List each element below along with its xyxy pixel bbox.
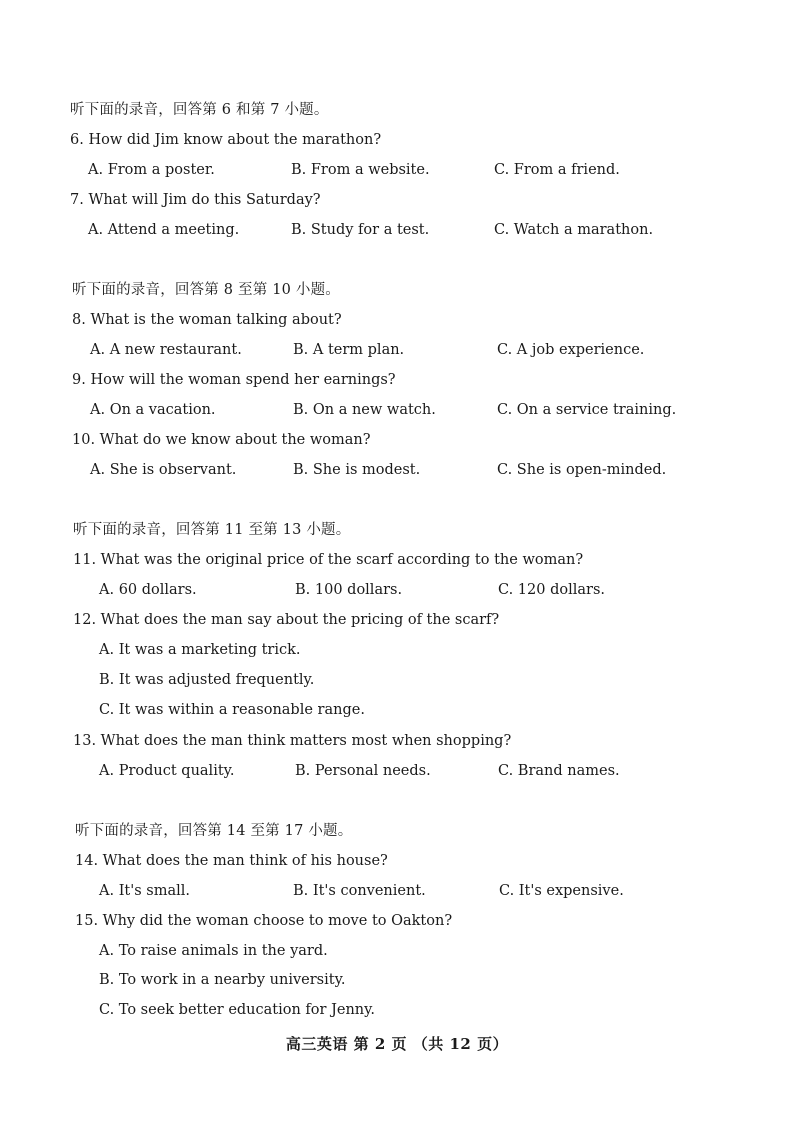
option-c: C. Watch a marathon. — [494, 222, 654, 238]
option-c: C. It was within a reasonable range. — [99, 702, 365, 718]
option-b: B. 100 dollars. — [295, 582, 403, 598]
option-b: B. On a new watch. — [293, 402, 436, 418]
option-c: C. A job experience. — [497, 342, 645, 358]
question-options — [0, 160, 794, 180]
option-b: B. She is modest. — [293, 462, 421, 478]
option-a: A. She is observant. — [90, 462, 237, 478]
question-stem: 13. What does the man think matters most when shopping? — [73, 733, 512, 749]
option-a: A. Attend a meeting. — [88, 222, 240, 238]
question-options — [0, 881, 794, 901]
option-a: A. It's small. — [99, 883, 191, 899]
question-stem: 7. What will Jim do this Saturday? — [70, 192, 321, 208]
question-options — [0, 400, 794, 420]
question-stem: 14. What does the man think of his house? — [75, 853, 388, 869]
option-c: C. She is open-minded. — [497, 462, 667, 478]
option-b: B. To work in a nearby university. — [99, 972, 346, 988]
option-a: A. From a poster. — [88, 162, 215, 178]
option-c: C. To seek better education for Jenny. — [99, 1002, 376, 1018]
question-stem: 11. What was the original price of the scarf according to the woman? — [73, 552, 584, 568]
section-instruction: 听下面的录音，回答第 14 至第 17 小题。 — [75, 823, 353, 839]
section-instruction: 听下面的录音，回答第 11 至第 13 小题。 — [73, 522, 351, 538]
question-stem: 12. What does the man say about the pricing of the scarf? — [73, 612, 500, 628]
question-stem: 10. What do we know about the woman? — [72, 432, 371, 448]
option-a: A. To raise animals in the yard. — [99, 943, 328, 959]
option-a: A. On a vacation. — [90, 402, 216, 418]
option-b: B. Study for a test. — [291, 222, 430, 238]
option-b: B. A term plan. — [293, 342, 405, 358]
question-stem: 8. What is the woman talking about? — [72, 312, 342, 328]
page-footer: 高三英语 第 2 页 （共 12 页） — [285, 1035, 509, 1053]
option-c: C. On a service training. — [497, 402, 677, 418]
option-c: C. 120 dollars. — [498, 582, 605, 598]
option-b: B. It's convenient. — [293, 883, 426, 899]
question-options — [0, 340, 794, 360]
option-a: A. Product quality. — [99, 763, 235, 779]
question-options — [0, 761, 794, 781]
question-options — [0, 220, 794, 240]
option-c: C. Brand names. — [498, 763, 620, 779]
question-stem: 9. How will the woman spend her earnings? — [72, 372, 396, 388]
question-stem: 6. How did Jim know about the marathon? — [70, 132, 382, 148]
section-instruction: 听下面的录音，回答第 8 至第 10 小题。 — [72, 282, 341, 298]
option-c: C. From a friend. — [494, 162, 620, 178]
question-stem: 15. Why did the woman choose to move to Oakton? — [75, 913, 453, 929]
option-b: B. From a website. — [291, 162, 430, 178]
question-options — [0, 580, 794, 600]
option-c: C. It's expensive. — [499, 883, 624, 899]
option-a: A. 60 dollars. — [99, 582, 197, 598]
question-options — [0, 460, 794, 480]
option-a: A. It was a marketing trick. — [99, 642, 301, 658]
option-b: B. It was adjusted frequently. — [99, 672, 315, 688]
option-a: A. A new restaurant. — [90, 342, 242, 358]
option-b: B. Personal needs. — [295, 763, 431, 779]
section-instruction: 听下面的录音，回答第 6 和第 7 小题。 — [70, 102, 329, 118]
